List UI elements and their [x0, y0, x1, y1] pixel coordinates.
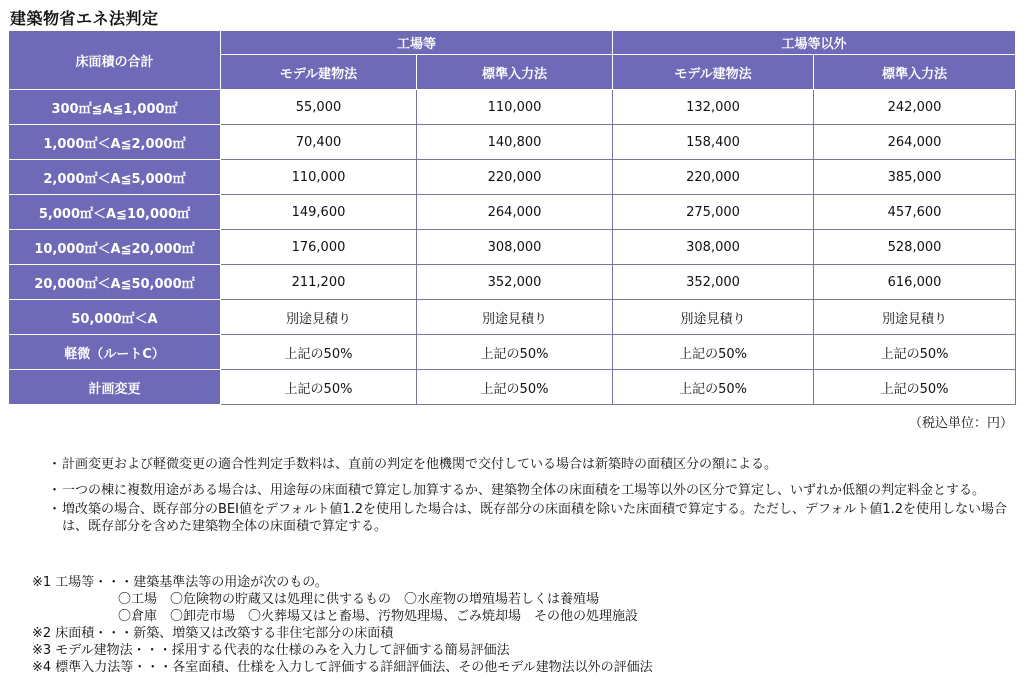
- group-header-factory: 工場等: [221, 31, 613, 55]
- subheader-standard-input: 標準入力法: [417, 55, 613, 90]
- fee-cell: 149,600: [221, 195, 417, 230]
- group-header-non-factory: 工場等以外: [613, 31, 1016, 55]
- fee-cell: 別途見積り: [613, 300, 814, 335]
- note-text: 増改築の場合、既存部分のBEI値をデフォルト値1.2を使用した場合は、既存部分の床面積を除いた床面積で算定する。ただし、デフォルト値1.2を使用しない場合は、既存部分を含めた建築物全体の床面積で算定する。: [62, 502, 1008, 534]
- table-row: [9, 90, 1016, 125]
- subheader-standard-input: 標準入力法: [814, 55, 1016, 90]
- table-row: [9, 230, 1016, 265]
- corner-header: 床面積の合計: [9, 31, 221, 90]
- fee-cell: 上記の50%: [417, 370, 613, 405]
- fee-cell: 308,000: [613, 230, 814, 265]
- fee-cell: 352,000: [417, 265, 613, 300]
- footnote-3: ※3 モデル建物法・・・採用する代表的な仕様のみを入力して評価する簡易評価法: [32, 643, 510, 658]
- fee-cell: 110,000: [221, 160, 417, 195]
- note-item: [48, 456, 1018, 473]
- note-item: [48, 501, 1018, 535]
- subheader-model-building: モデル建物法: [221, 55, 417, 90]
- table-row: [9, 265, 1016, 300]
- fee-cell: 別途見積り: [814, 300, 1016, 335]
- row-label: 2,000㎡＜A≦5,000㎡: [9, 160, 221, 195]
- table-row: [9, 370, 1016, 405]
- fee-cell: 264,000: [417, 195, 613, 230]
- note-item: [48, 482, 1018, 499]
- row-label: 計画変更: [9, 370, 221, 405]
- fee-cell: 528,000: [814, 230, 1016, 265]
- fee-cell: 211,200: [221, 265, 417, 300]
- unit-note: （税込単位：円）: [908, 416, 1013, 431]
- fee-cell: 上記の50%: [417, 335, 613, 370]
- row-label: 300㎡≦A≦1,000㎡: [9, 90, 221, 125]
- fee-cell: 616,000: [814, 265, 1016, 300]
- fee-cell: 352,000: [613, 265, 814, 300]
- fee-cell: 220,000: [417, 160, 613, 195]
- row-label: 1,000㎡＜A≦2,000㎡: [9, 125, 221, 160]
- row-label: 50,000㎡＜A: [9, 300, 221, 335]
- table-row: [9, 125, 1016, 160]
- footnotes: [32, 574, 653, 676]
- fee-cell: 上記の50%: [814, 335, 1016, 370]
- fee-cell: 308,000: [417, 230, 613, 265]
- fee-cell: 55,000: [221, 90, 417, 125]
- fee-cell: 70,400: [221, 125, 417, 160]
- fee-cell: 457,600: [814, 195, 1016, 230]
- fee-cell: 140,800: [417, 125, 613, 160]
- fee-cell: 上記の50%: [613, 335, 814, 370]
- fee-cell: 上記の50%: [814, 370, 1016, 405]
- fee-cell: 275,000: [613, 195, 814, 230]
- table-row: [9, 300, 1016, 335]
- table-row: [9, 195, 1016, 230]
- footnote-2: ※2 床面積・・・新築、増築又は改築する非住宅部分の床面積: [32, 626, 394, 641]
- fee-cell: 176,000: [221, 230, 417, 265]
- table-row: [9, 335, 1016, 370]
- note-bullet: ・: [48, 457, 62, 472]
- footnote-1-uses-line-1: 〇工場 〇危険物の貯蔵又は処理に供するもの 〇水産物の増殖場若しくは養殖場: [118, 592, 600, 607]
- footnote-1-uses-line-2: 〇倉庫 〇卸売市場 〇火葬場又はと畜場、汚物処理場、ごみ焼却場 その他の処理施設: [118, 609, 639, 624]
- fee-cell: 別途見積り: [221, 300, 417, 335]
- fee-cell: 上記の50%: [221, 335, 417, 370]
- fee-cell: 上記の50%: [221, 370, 417, 405]
- table-row: [9, 160, 1016, 195]
- notes-list: [48, 456, 1018, 544]
- subheader-model-building: モデル建物法: [613, 55, 814, 90]
- page-title: 建築物省エネ法判定: [10, 9, 159, 28]
- fee-cell: 242,000: [814, 90, 1016, 125]
- note-bullet: ・: [48, 483, 62, 498]
- note-bullet: ・: [48, 502, 62, 517]
- row-label: 10,000㎡＜A≦20,000㎡: [9, 230, 221, 265]
- note-text: 計画変更および軽微変更の適合性判定手数料は、直前の判定を他機関で交付している場合は新築時の面積区分の額による。: [62, 457, 778, 472]
- row-label: 軽微（ルートC）: [9, 335, 221, 370]
- fee-cell: 264,000: [814, 125, 1016, 160]
- footnote-4: ※4 標準入力法等・・・各室面積、仕様を入力して評価する詳細評価法、その他モデル建物法以外の評価法: [32, 660, 653, 675]
- fee-cell: 別途見積り: [417, 300, 613, 335]
- row-label: 20,000㎡＜A≦50,000㎡: [9, 265, 221, 300]
- footnote-1: ※1 工場等・・・建築基準法等の用途が次のもの。: [32, 575, 328, 590]
- fee-cell: 385,000: [814, 160, 1016, 195]
- fee-cell: 110,000: [417, 90, 613, 125]
- fee-cell: 上記の50%: [613, 370, 814, 405]
- row-label: 5,000㎡＜A≦10,000㎡: [9, 195, 221, 230]
- fee-table: [8, 30, 1016, 405]
- fee-cell: 132,000: [613, 90, 814, 125]
- fee-cell: 220,000: [613, 160, 814, 195]
- note-text: 一つの棟に複数用途がある場合は、用途毎の床面積で算定し加算するか、建築物全体の床面積を工場等以外の区分で算定し、いずれか低額の判定料金とする。: [62, 483, 986, 498]
- fee-cell: 158,400: [613, 125, 814, 160]
